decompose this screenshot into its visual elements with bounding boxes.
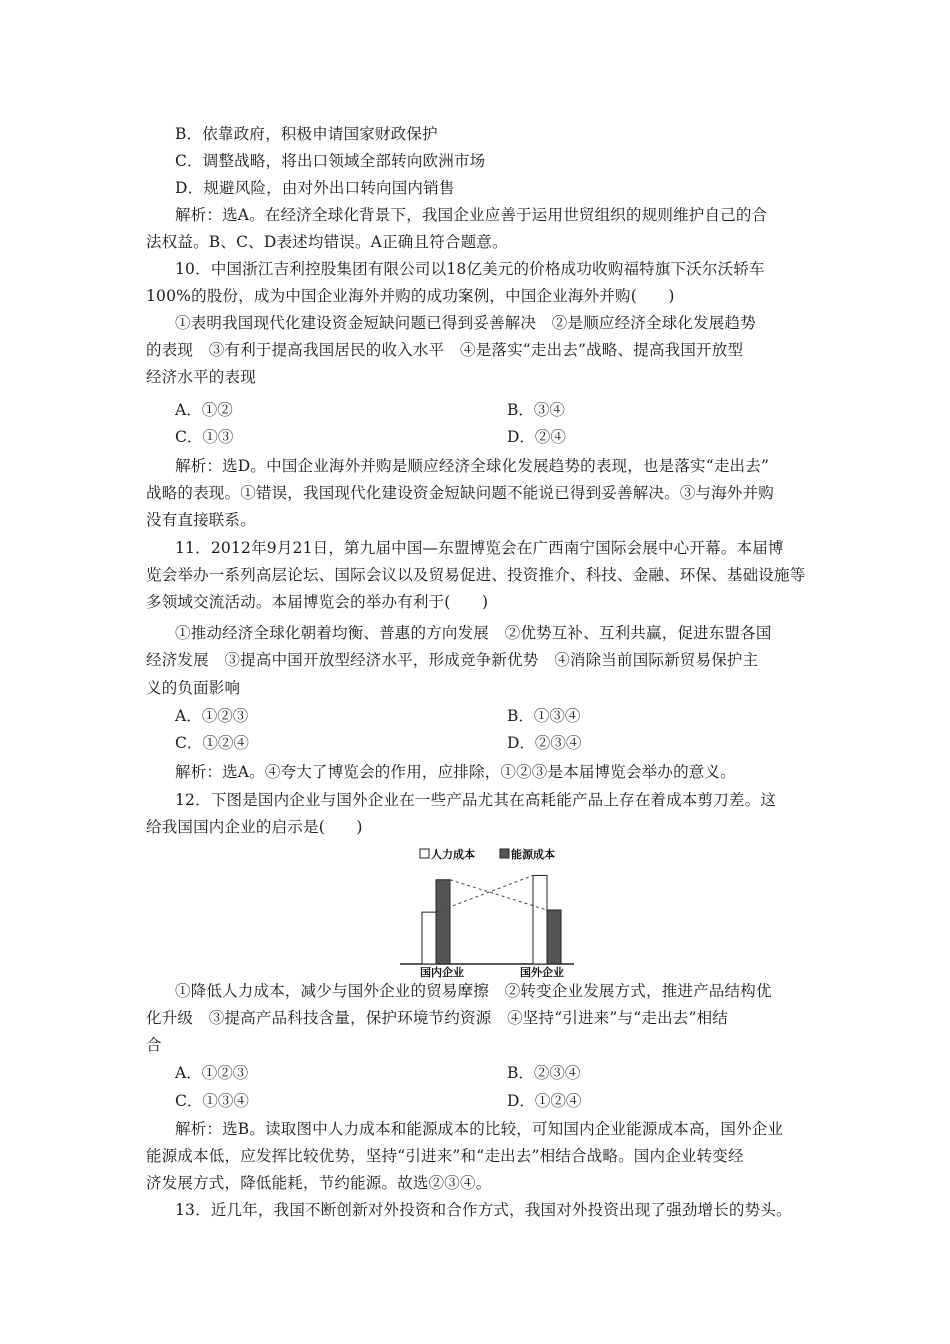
q11-option-b: B．①③④ <box>507 707 581 725</box>
legend-swatch-labor <box>420 849 429 858</box>
bar-energy-foreign <box>547 910 561 964</box>
q12-analysis-line2: 能源成本低，应发挥比较优势，坚持“引进来”和“走出去”相结合战略。国内企业转变经 <box>146 1147 744 1165</box>
q13-stem-line1: 13．近几年，我国不断创新对外投资和合作方式，我国对外投资出现了强劲增长的势头。 <box>175 1201 792 1219</box>
x-tick-label-foreign: 国外企业 <box>520 966 564 979</box>
scissors-line-energy <box>450 880 547 910</box>
q12-option-c: C．①③④ <box>175 1092 249 1110</box>
q10-option-a: A．①② <box>175 401 233 419</box>
q10-analysis-line2: 战略的表现。①错误，我国现代化建设资金短缺问题不能说已得到妥善解决。③与海外并购 <box>146 484 775 502</box>
legend-swatch-energy <box>500 849 509 858</box>
q12-stem-line1: 12．下图是国内企业与国外企业在一些产品尤其在高耗能产品上存在着成本剪刀差。这 <box>175 791 777 809</box>
legend-label-energy: 能源成本 <box>511 848 555 861</box>
chart-bars <box>422 875 561 964</box>
chart-scissors-lines <box>436 875 547 912</box>
q12-analysis-line3: 济发展方式，降低能耗，节约能源。故选②③④。 <box>146 1174 492 1192</box>
q12-statements-line2: 化升级 ③提高产品科技含量，保护环境节约资源 ④坚持“引进来”与“走出去”相结 <box>146 1009 728 1027</box>
q12-analysis-line1: 解析：选B。读取图中人力成本和能源成本的比较，可知国内企业能源成本高，国外企业 <box>175 1120 784 1138</box>
bar-labor-foreign <box>533 875 547 964</box>
x-tick-label-domestic: 国内企业 <box>420 966 464 979</box>
q12-option-d: D．①②④ <box>507 1092 582 1110</box>
q11-option-c: C．①②④ <box>175 734 249 752</box>
q12-statements-line3: 合 <box>146 1036 162 1054</box>
q10-statements-line1: ①表明我国现代化建设资金短缺问题已得到妥善解决 ②是顺应经济全球化发展趋势 <box>175 314 756 332</box>
q11-option-a: A．①②③ <box>175 707 249 725</box>
q11-stem-line1: 11．2012年9月21日，第九届中国—东盟博览会在广西南宁国际会展中心开幕。本届博 <box>175 539 784 557</box>
q12-option-b: B．②③④ <box>507 1064 581 1082</box>
q10-stem-line2: 100%的股份，成为中国企业海外并购的成功案例，中国企业海外并购( ) <box>146 287 675 305</box>
q10-statements-line2: 的表现 ③有利于提高我国居民的收入水平 ④是落实“走出去”战略、提高我国开放型 <box>146 341 744 359</box>
q10-option-c: C．①③ <box>175 428 234 446</box>
q11-statements-line1: ①推动经济全球化朝着均衡、普惠的方向发展 ②优势互补、互利共赢，促进东盟各国 <box>175 624 772 642</box>
scissors-line-labor <box>436 875 533 912</box>
q11-statements-line3: 义的负面影响 <box>146 679 241 697</box>
q10-statements-line3: 经济水平的表现 <box>146 368 256 386</box>
q10-stem-line1: 10．中国浙江吉利控股集团有限公司以18亿美元的价格成功收购福特旗下沃尔沃轿车 <box>175 260 765 278</box>
q9-option-c: C．调整战略，将出口领域全部转向欧洲市场 <box>175 152 486 170</box>
q9-analysis-line2: 法权益。B、C、D表述均错误。A正确且符合题意。 <box>146 233 508 251</box>
q11-option-d: D．②③④ <box>507 734 582 752</box>
bar-labor-domestic <box>422 912 436 964</box>
q12-statements-line1: ①降低人力成本，减少与国外企业的贸易摩擦 ②转变企业发展方式，推进产品结构优 <box>175 982 772 1000</box>
q10-option-d: D．②④ <box>507 428 566 446</box>
q10-analysis-line1: 解析：选D。中国企业海外并购是顺应经济全球化发展趋势的表现，也是落实“走出去” <box>175 457 770 475</box>
q9-analysis-line1: 解析：选A。在经济全球化背景下，我国企业应善于运用世贸组织的规则维护自己的合 <box>175 206 768 224</box>
q12-option-a: A．①②③ <box>175 1064 249 1082</box>
q11-statements-line2: 经济发展 ③提高中国开放型经济水平，形成竞争新优势 ④消除当前国际新贸易保护主 <box>146 651 759 669</box>
q10-analysis-line3: 没有直接联系。 <box>146 511 256 529</box>
q11-stem-line2: 览会举办一系列高层论坛、国际会议以及贸易促进、投资推介、科技、金融、环保、基础设施等 <box>146 566 806 584</box>
q9-option-b: B．依靠政府，积极申请国家财政保护 <box>175 125 438 143</box>
chart-legend <box>420 847 555 861</box>
q11-stem-line3: 多领域交流活动。本届博览会的举办有利于( ) <box>146 593 489 611</box>
q9-option-d: D．规避风险，由对外出口转向国内销售 <box>175 179 455 197</box>
cost-comparison-chart <box>396 842 578 980</box>
q12-stem-line2: 给我国国内企业的启示是( ) <box>146 818 363 836</box>
q10-option-b: B．③④ <box>507 401 565 419</box>
bar-energy-domestic <box>436 880 450 964</box>
legend-label-labor: 人力成本 <box>431 848 475 861</box>
q11-analysis: 解析：选A。④夸大了博览会的作用，应排除，①②③是本届博览会举办的意义。 <box>175 763 736 781</box>
